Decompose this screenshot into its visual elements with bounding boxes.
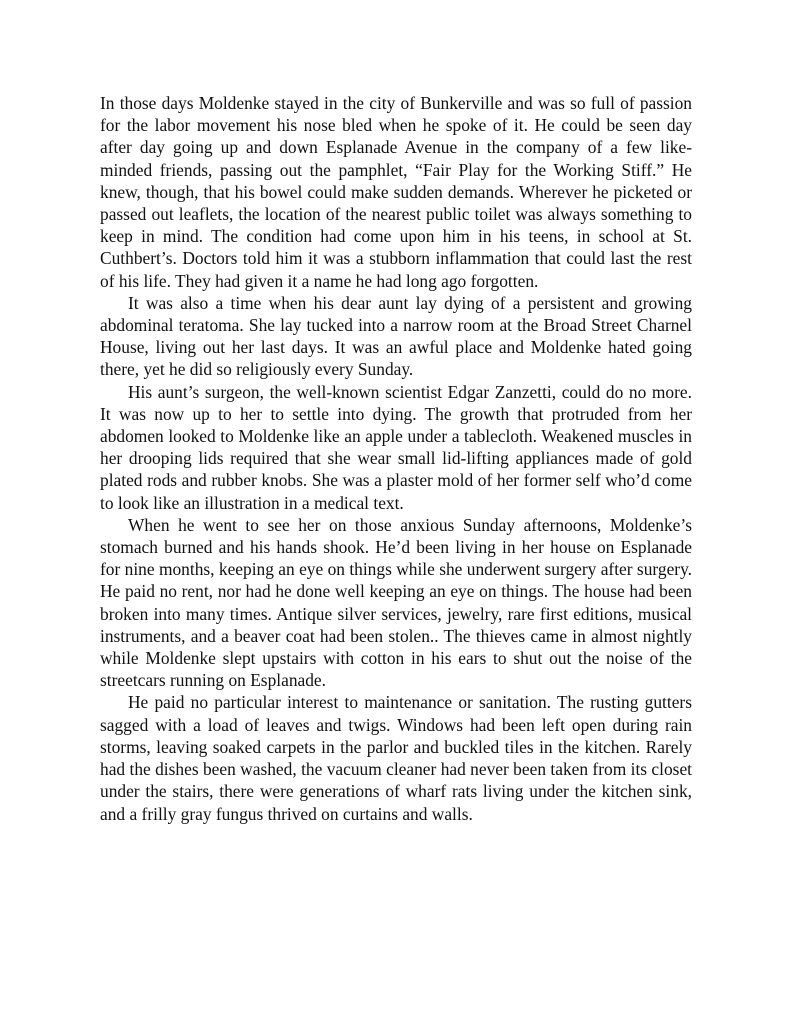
document-page <box>100 92 692 825</box>
paragraph-4: When he went to see her on those anxious Sunday afternoons, Moldenke’s stomach burned and his hands shook. He’d been living in her house on Esplanade for nine months, keeping an eye on things while she underwent surgery after surgery. He paid no rent, nor had he done well keeping an eye on things. The house had been broken into many times. Antique silver services, jewelry, rare first editions, musical instruments, and a beaver coat had been stolen.. The thieves came in almost nightly while Moldenke slept upstairs with cotton in his ears to shut out the noise of the streetcars running on Esplanade. <box>100 514 692 691</box>
paragraph-2: It was also a time when his dear aunt lay dying of a persistent and growing abdominal teratoma. She lay tucked into a narrow room at the Broad Street Charnel House, living out her last days. It was an awful place and Moldenke hated going there, yet he did so religiously every Sunday. <box>100 292 692 380</box>
paragraph-3: His aunt’s surgeon, the well-known scientist Edgar Zanzetti, could do no more. It was now up to her to settle into dying. The growth that protruded from her abdomen looked to Moldenke like an apple under a tablecloth. Weakened muscles in her drooping lids required that she wear small lid-lifting appliances made of gold plated rods and rubber knobs. She was a plaster mold of her former self who’d come to look like an illustration in a medical text. <box>100 381 692 513</box>
paragraph-5: He paid no particular interest to maintenance or sanitation. The rusting gutters sagged with a load of leaves and twigs. Windows had been left open during rain storms, leaving soaked carpets in the parlor and buckled tiles in the kitchen. Rarely had the dishes been washed, the vacuum cleaner had never been taken from its closet under the stairs, there were generations of wharf rats living under the kitchen sink, and a frilly gray fungus thrived on curtains and walls. <box>100 692 692 824</box>
paragraph-1: In those days Moldenke stayed in the city of Bunkerville and was so full of passion for the labor movement his nose bled when he spoke of it. He could be seen day after day going up and down Esplanade Avenue in the company of a few like-minded friends, passing out the pamphlet, “Fair Play for the Working Stiff.” He knew, though, that his bowel could make sudden demands. Wherever he picketed or passed out leaflets, the location of the nearest public toilet was always something to keep in mind. The condition had come upon him in his teens, in school at St. Cuthbert’s. Doctors told him it was a stubborn inflammation that could last the rest of his life. They had given it a name he had long ago forgotten. <box>100 93 692 291</box>
